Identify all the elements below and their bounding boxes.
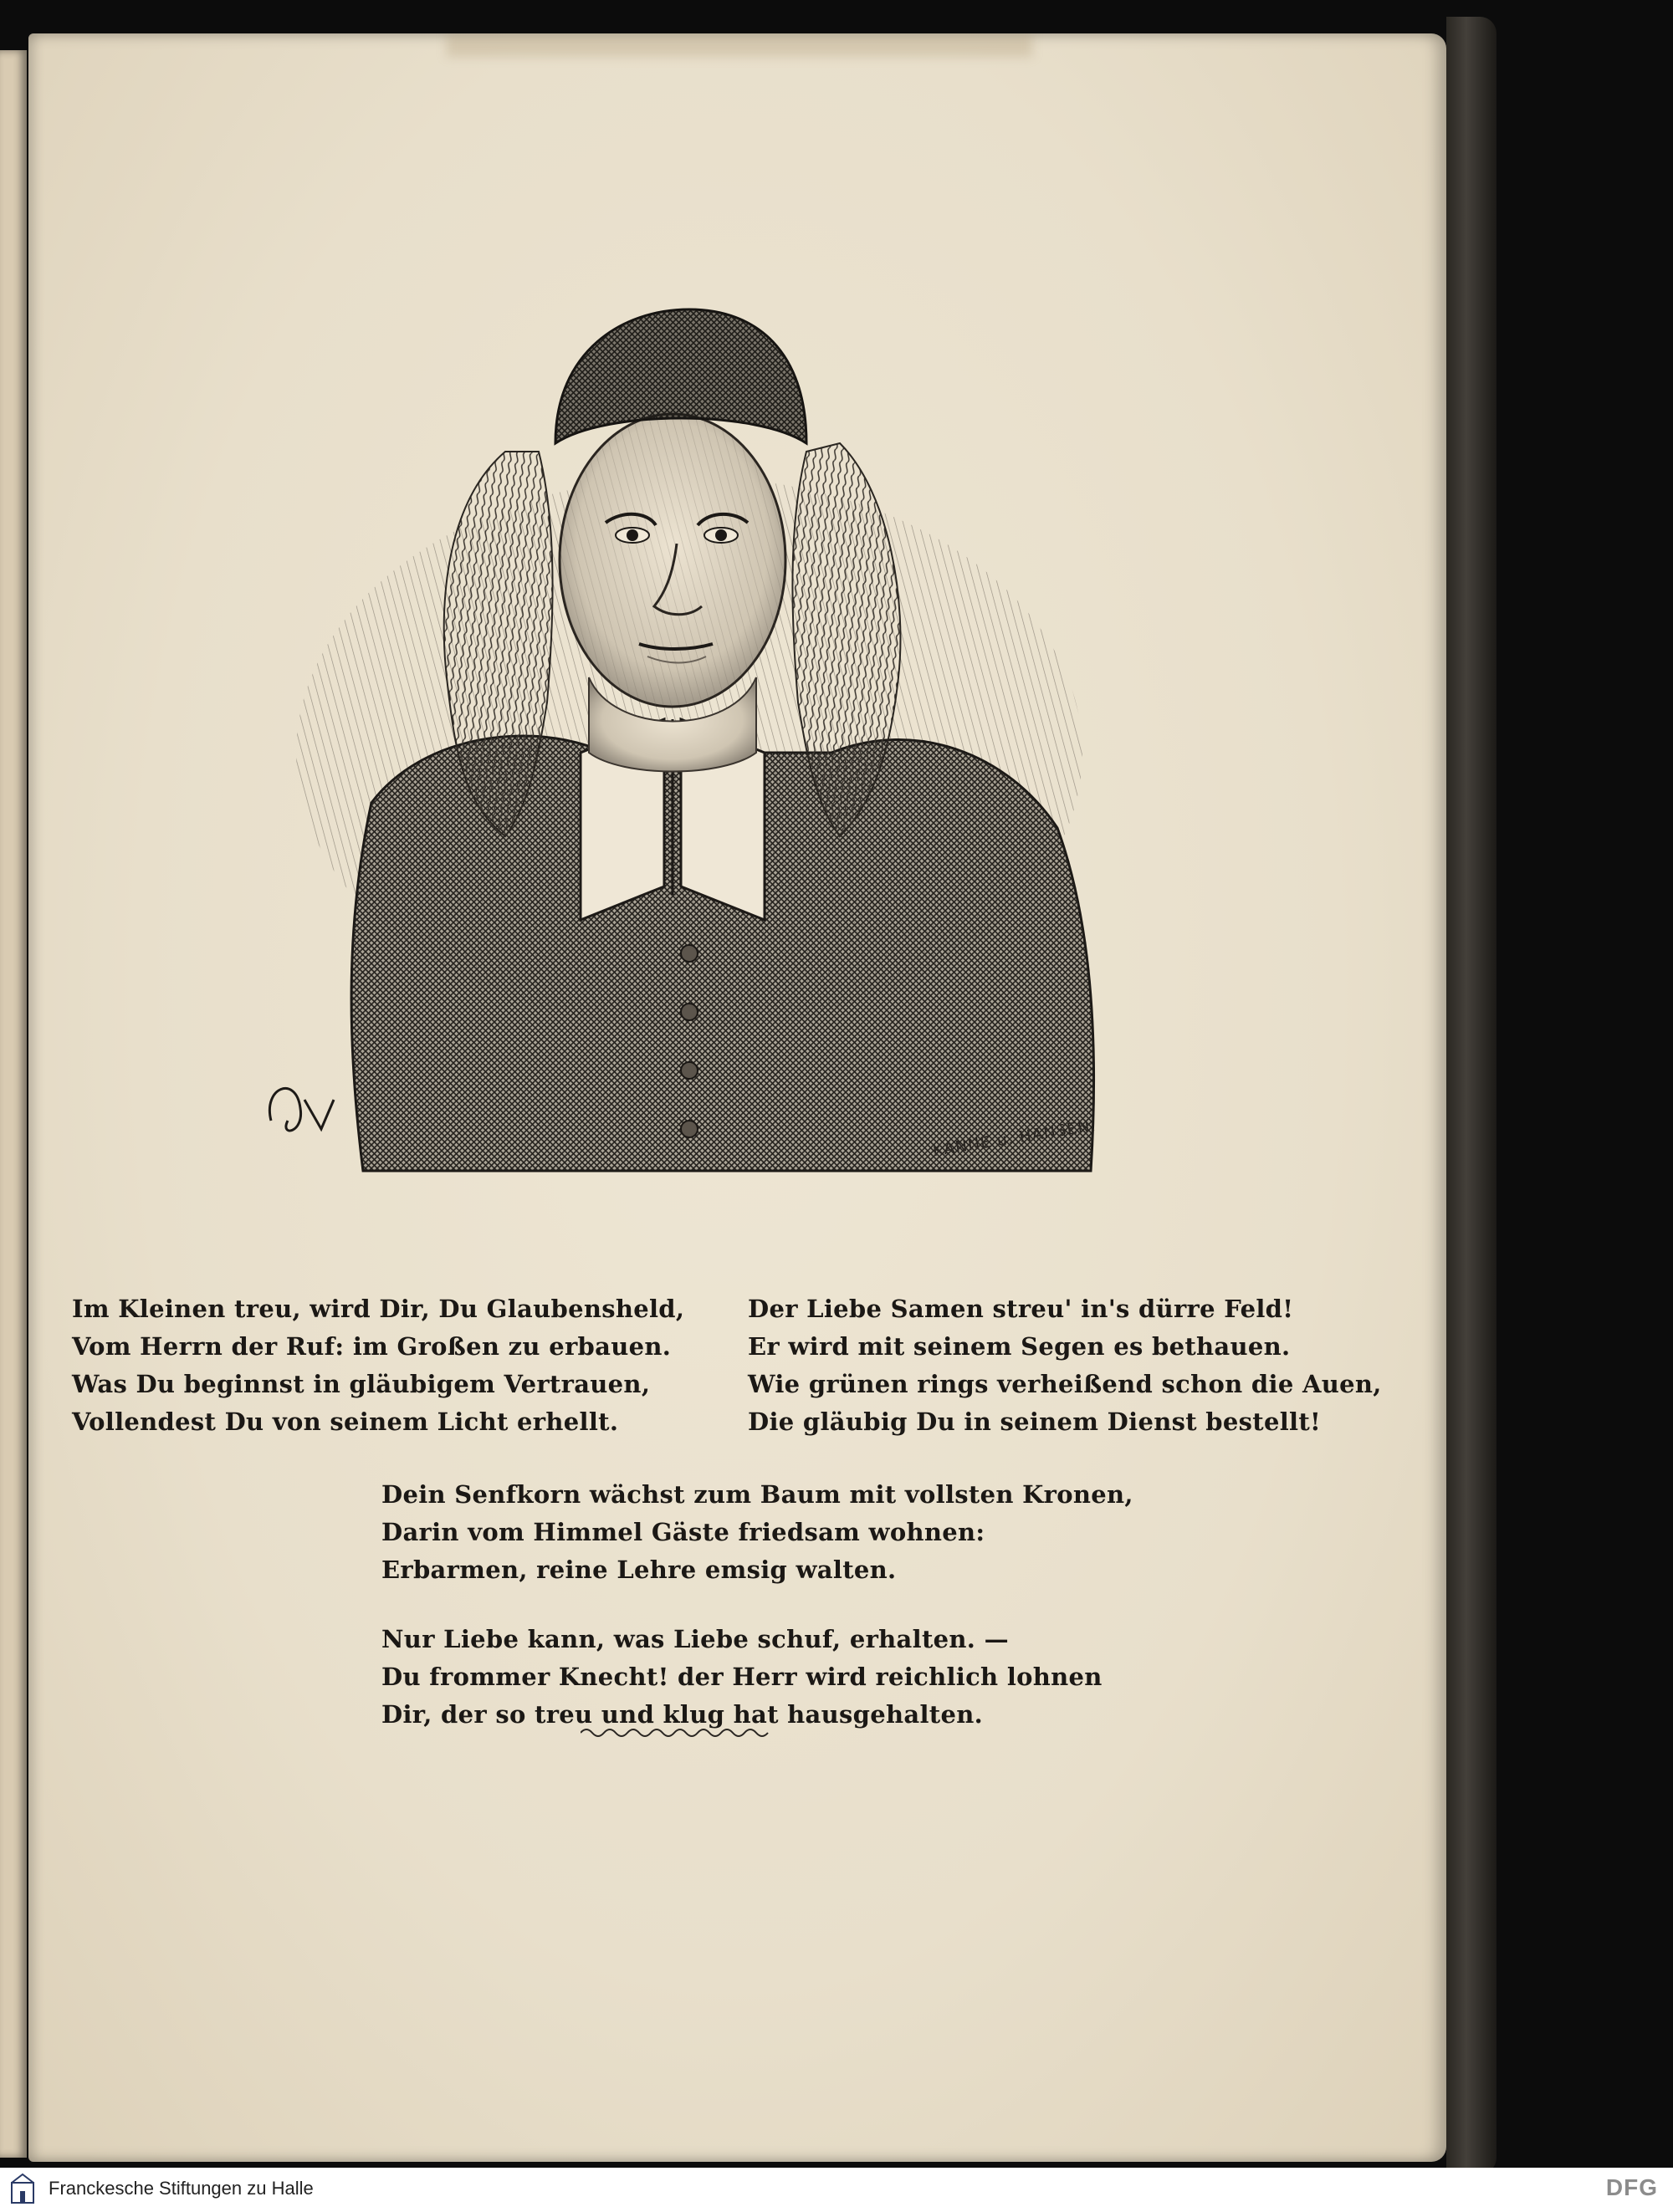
poem-line: Vollendest Du von seinem Licht erhellt. — [72, 1407, 619, 1436]
book-page — [28, 33, 1446, 2162]
poem-tercet-1 — [381, 1476, 1133, 1589]
poem-line: Darin vom Himmel Gäste friedsam wohnen: — [381, 1518, 985, 1546]
poem-line: Was Du beginnst in gläubigem Vertrauen, — [72, 1370, 651, 1398]
footer-bar — [0, 2168, 1673, 2212]
institution-name[interactable]: Franckesche Stiftungen zu Halle — [49, 2178, 314, 2199]
book-binding — [1446, 17, 1496, 2174]
dfg-badge[interactable]: DFG — [1605, 2174, 1658, 2200]
francke-foundations-logo-icon — [10, 2173, 35, 2206]
poem-line: Im Kleinen treu, wird Dir, Du Glaubensheld, — [72, 1295, 685, 1323]
poem-line: Wie grünen rings verheißend schon die Auen, — [748, 1370, 1382, 1398]
poem-line: Nur Liebe kann, was Liebe schuf, erhalten. — — [381, 1625, 1009, 1653]
poem-line: Dein Senfkorn wächst zum Baum mit vollsten Kronen, — [381, 1480, 1133, 1509]
poem-right-column — [748, 1290, 1382, 1441]
poem-line: Er wird mit seinem Segen es bethauen. — [748, 1332, 1291, 1361]
poem-line: Du frommer Knecht! der Herr wird reichlich lohnen — [381, 1663, 1103, 1691]
poem-line: Erbarmen, reine Lehre emsig walten. — [381, 1556, 897, 1584]
poem-tercet-2 — [381, 1621, 1103, 1734]
adjacent-page-edge — [0, 50, 27, 2158]
poem-line: Dir, der so treu und klug hat hausgehalten. — [381, 1700, 984, 1729]
poem-line: Vom Herrn der Ruf: im Großen zu erbauen. — [72, 1332, 672, 1361]
poem-line: Der Liebe Samen streu' in's dürre Feld! — [748, 1295, 1294, 1323]
engraver-credit: KANNE u. HANSEN. — [931, 1116, 1098, 1161]
poem-line: Die gläubig Du in seinem Dienst bestellt! — [748, 1407, 1322, 1436]
poem-left-column — [72, 1290, 684, 1441]
page-stain — [447, 33, 1032, 57]
wavy-divider-ornament — [581, 1724, 773, 1741]
portrait-engraving — [254, 284, 1174, 1254]
